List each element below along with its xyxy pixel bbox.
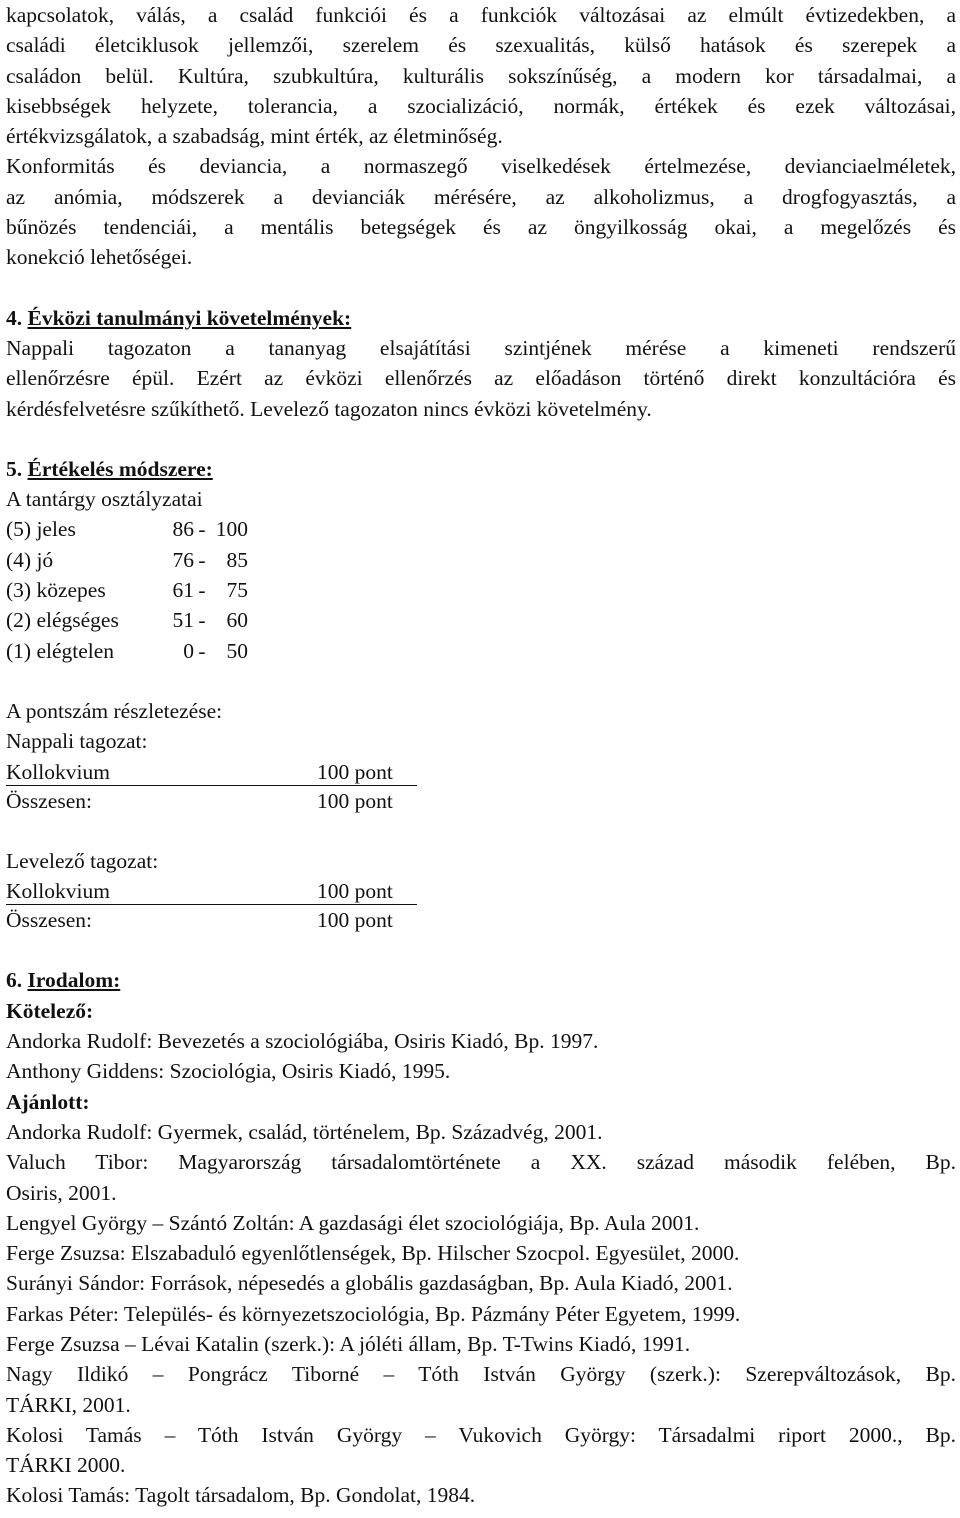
- points-heading: A pontszám részletezése:: [6, 698, 223, 723]
- grade-max: 85: [226, 547, 248, 572]
- reference-item: Ferge Zsuzsa – Lévai Katalin (szerk.): A jóléti állam, Bp. T-Twins Kiadó, 1991.: [6, 1331, 691, 1356]
- reference-item: Surányi Sándor: Források, népesedés a globális gazdaságban, Bp. Aula Kiadó, 2001.: [6, 1271, 733, 1296]
- reference-item-continuation: Osiris, 2001.: [6, 1180, 117, 1205]
- grade-label: (1) elégtelen: [6, 638, 115, 663]
- grade-min: 0: [183, 638, 194, 663]
- text-line: Nappali tagozaton a tananyag elsajátítási szintjének mérése a kimeneti rendszerű: [6, 335, 956, 360]
- section-number: 4.: [6, 305, 23, 330]
- points-total-name: Összesen:: [6, 908, 92, 933]
- mandatory-label: Kötelező:: [6, 998, 94, 1023]
- points-item-name: Kollokvium: [6, 757, 317, 786]
- grade-max: 50: [226, 638, 248, 663]
- text-line: bűnözés tendenciái, a mentális betegségek és az öngyilkosság okai, a megelőzés és: [6, 215, 956, 240]
- grade-min: 76: [172, 547, 194, 572]
- grade-row: [6, 514, 956, 544]
- points-row: [6, 876, 956, 905]
- section-number: 5.: [6, 456, 23, 481]
- grade-dash: -: [198, 578, 206, 603]
- reference-item: Farkas Péter: Település- és környezetszociológia, Bp. Pázmány Péter Egyetem, 1999.: [6, 1301, 741, 1326]
- grade-row: [6, 575, 956, 605]
- section-5-heading: [6, 454, 956, 484]
- reference-item-continuation: TÁRKI, 2001.: [6, 1392, 131, 1417]
- reference-item: Kolosi Tamás: Tagolt társadalom, Bp. Gondolat, 1984.: [6, 1483, 476, 1508]
- grade-dash: -: [198, 638, 206, 663]
- grade-dash: -: [198, 517, 206, 542]
- points-total-value: 100 pont: [317, 788, 393, 813]
- grade-label: (3) közepes: [6, 578, 106, 603]
- grade-min: 51: [172, 608, 194, 633]
- reference-item-continuation: TÁRKI 2000.: [6, 1453, 126, 1478]
- reference-item: Kolosi Tamás – Tóth István György – Vukovich György: Társadalmi riport 2000., Bp.: [6, 1422, 956, 1447]
- grade-label: (5) jeles: [6, 517, 76, 542]
- text-line: ellenőrzésre épül. Ezért az évközi ellenőrzés az előadáson történő direkt konzultációra és: [6, 366, 956, 391]
- section-title: Évközi tanulmányi követelmények:: [27, 305, 352, 330]
- points-item-value: 100 pont: [317, 757, 417, 786]
- section-6-heading: [6, 965, 956, 995]
- text-line: családon belül. Kultúra, szubkultúra, kulturális sokszínűség, a modern kor társadalmai, a: [6, 63, 956, 88]
- points-total-row: [6, 905, 956, 935]
- text-line: értékvizsgálatok, a szabadság, mint érték, az életminőség.: [6, 124, 503, 149]
- grades-table: [6, 514, 956, 665]
- correspondence-heading: Levelező tagozat:: [6, 848, 159, 873]
- text-line: kisebbségek helyzete, tolerancia, a szocializáció, normák, értékek és ezek változásai,: [6, 93, 956, 118]
- grade-row: [6, 636, 956, 666]
- text-line: konekció lehetőségei.: [6, 245, 193, 270]
- grade-max: 60: [226, 608, 248, 633]
- grade-row: [6, 605, 956, 635]
- grade-label: (2) elégséges: [6, 608, 119, 633]
- daytime-heading: Nappali tagozat:: [6, 729, 148, 754]
- grade-min: 61: [172, 578, 194, 603]
- text-line: családi életciklusok jellemzői, szerelem és szexualitás, külső hatások és szerepek a: [6, 33, 956, 58]
- intro-paragraph-2: [6, 151, 956, 272]
- section-title: Irodalom:: [27, 968, 121, 993]
- grade-max: 75: [226, 578, 248, 603]
- text-line: kapcsolatok, válás, a család funkciói és a funkciók változásai az elmúlt évtizedekben, a: [6, 3, 956, 27]
- points-total-name: Összesen:: [6, 788, 92, 813]
- section-4-heading: [6, 303, 956, 333]
- reference-item: Anthony Giddens: Szociológia, Osiris Kiadó, 1995.: [6, 1059, 451, 1084]
- grade-label: (4) jó: [6, 547, 54, 572]
- grade-dash: -: [198, 547, 206, 572]
- text-line: Konformitás és deviancia, a normaszegő viselkedések értelmezése, devianciaelméletek,: [6, 154, 956, 179]
- grade-min: 86: [172, 517, 194, 542]
- recommended-list: [6, 1117, 956, 1511]
- text-line: az anómia, módszerek a devianciák mérésére, az alkoholizmus, a drogfogyasztás, a: [6, 184, 956, 209]
- reference-item: Andorka Rudolf: Bevezetés a szociológiába, Osiris Kiadó, Bp. 1997.: [6, 1029, 599, 1054]
- reference-item: Andorka Rudolf: Gyermek, család, történelem, Bp. Századvég, 2001.: [6, 1119, 603, 1144]
- mandatory-list: [6, 1026, 956, 1087]
- reference-item: Ferge Zsuzsa: Elszabaduló egyenlőtlenségek, Bp. Hilscher Szocpol. Egyesület, 2000.: [6, 1241, 740, 1266]
- points-item-name: Kollokvium: [6, 876, 317, 905]
- points-total-row: [6, 786, 956, 816]
- grades-heading: A tantárgy osztályzatai: [6, 487, 203, 512]
- recommended-label: Ajánlott:: [6, 1089, 90, 1114]
- grade-row: [6, 545, 956, 575]
- reference-item: Lengyel György – Szántó Zoltán: A gazdasági élet szociológiája, Bp. Aula 2001.: [6, 1210, 700, 1235]
- intro-paragraph-1: [6, 0, 956, 151]
- section-number: 6.: [6, 968, 23, 993]
- reference-item: Nagy Ildikó – Pongrácz Tiborné – Tóth István György (szerk.): Szerepváltozások, Bp.: [6, 1362, 956, 1387]
- section-title: Értékelés módszere:: [27, 456, 213, 481]
- reference-item: Valuch Tibor: Magyarország társadalomtörténete a XX. század második felében, Bp.: [6, 1150, 956, 1175]
- points-row: [6, 757, 956, 786]
- grade-max: 100: [215, 517, 248, 542]
- grade-dash: -: [198, 608, 206, 633]
- text-line: kérdésfelvetésre szűkíthető. Levelező tagozaton nincs évközi követelmény.: [6, 396, 652, 421]
- points-total-value: 100 pont: [317, 908, 393, 933]
- points-item-value: 100 pont: [317, 876, 417, 905]
